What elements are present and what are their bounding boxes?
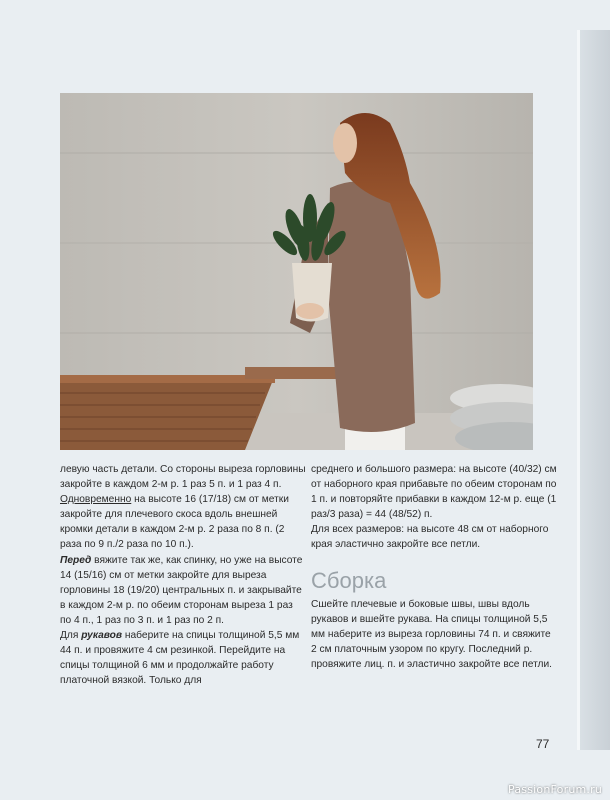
section-title-assembly: Сборка [311,567,387,593]
front-heading: Перед [60,554,92,566]
paragraph-sizes: среднего и большого размера: на высоте (40/32) см от наборного края прибавьте по обеим сторонам по 1 п. и повторяйте прибавки в каждом 12-м р. еще (1 раз/3 раза) = 44 (48/52) п. [311,464,557,521]
underlined-word: Одновременно [60,494,132,506]
model-photo [60,93,533,450]
paragraph-front: Перед вяжите так же, как спинку, но уже на высоте 14 (15/16) см от метки закройте для выреза горловины 18 (19/20) центральных п. и закрывайте в каждом 2-м р. по обеим сторонам выреза 1 раз по 4 п., 1 раз по 3 п. и 1 раз по 2 п. [60,554,303,626]
page-number: 77 [536,737,550,751]
sleeves-heading: рукавов [81,630,123,642]
right-text-column [311,462,557,672]
page-edge [580,30,610,750]
left-text-column [60,462,306,688]
photo-illustration [60,93,533,450]
page-strip [577,30,580,750]
watermark: PassionForum.ru [508,783,602,796]
paragraph-1: левую часть детали. Со стороны выреза горловины закройте в каждом 2-м р. 1 раз 5 п. и 1 раз 4 п. Одновременно на высоте 16 (17/18) см от метки закройте для плечевого скоса вдоль внешней кромки детали в каждом 2-м р. 2 раза по 8 п. (2 раза по 9 п./2 раза по 10 п.). [60,464,306,551]
paragraph-all-sizes: Для всех размеров: на высоте 48 см от наборного края эластично закройте все петли. [311,524,549,551]
paragraph-sleeves: Для рукавов наберите на спицы толщиной 5,5 мм 44 п. и провяжите 4 см резинкой. Перейдите на спицы толщиной 6 мм и продолжайте работу платочной вязкой. Только для [60,630,300,687]
paragraph-assembly: Сшейте плечевые и боковые швы, швы вдоль рукавов и вшейте рукава. На спицы толщиной 5,5 мм наберите из выреза горловины 74 п. и свяжите 2 см платочным узором по кругу. Последний р. провяжите лиц. п. и эластично закройте все петли. [311,598,553,670]
